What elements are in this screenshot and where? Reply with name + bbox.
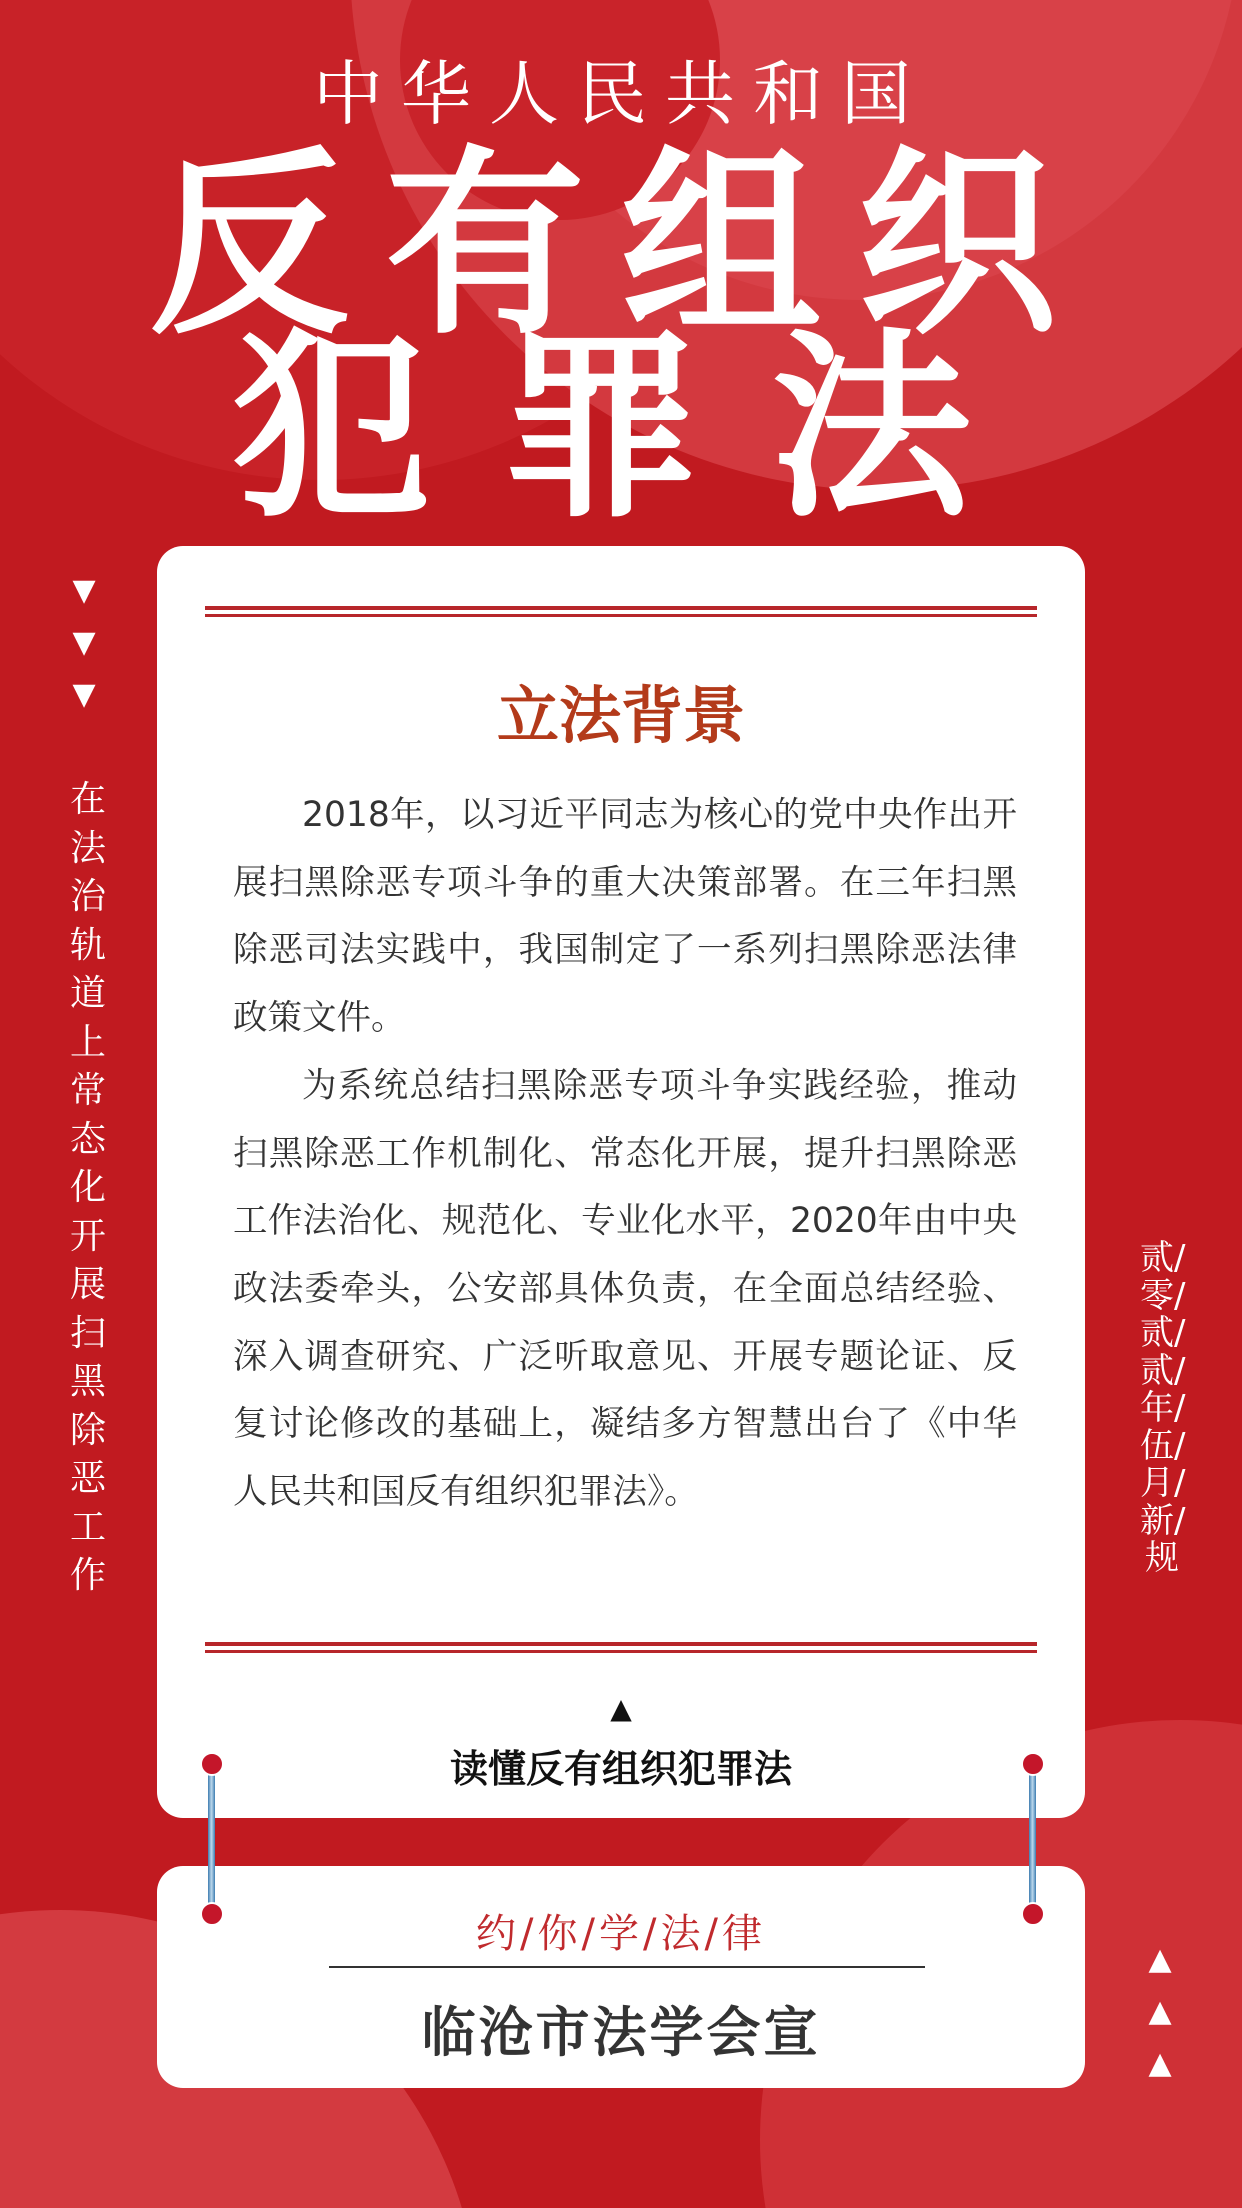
read-law-label: 读懂反有组织犯罪法 bbox=[449, 1746, 792, 1791]
organization-name: 临沧市法学会宣 bbox=[421, 2001, 821, 2064]
up-arrow-icon: ▲ bbox=[610, 1692, 632, 1725]
pin-icon bbox=[1021, 1752, 1045, 1776]
up-triangles-icon: ▲ ▲ ▲ bbox=[1148, 1942, 1172, 2081]
footer-card bbox=[157, 1866, 1085, 2088]
left-vertical-slogan: 在法治轨道上常态化开展扫黑除恶工作 bbox=[69, 779, 106, 1596]
paragraph-2: 为系统总结扫黑除恶专项斗争实践经验，推动扫黑除恶工作机制化、常态化开展，提升扫黑除恶工作法治化、规范化、专业化水平，2020年由中央政法委牵头，公安部具体负责，在全面总结经验、深入调查研究、广泛听取意见、开展专题论证、反复讨论修改的基础上，凝结多方智慧出台了《中华人民共和国反有组织犯罪法》。 bbox=[233, 1065, 1017, 1513]
law-title-line-2: 犯罪法 bbox=[230, 310, 1041, 545]
pin-icon bbox=[200, 1752, 224, 1776]
slogan: 约/你/学/法/律 bbox=[476, 1911, 766, 1957]
law-title-line-1: 反有组织 bbox=[148, 127, 1093, 362]
pin-icon bbox=[200, 1902, 224, 1926]
content-card bbox=[157, 546, 1085, 1818]
body-text bbox=[233, 782, 1017, 1527]
right-vertical-date: 贰/零/贰/贰/年/伍/月/新/规 bbox=[1140, 1238, 1186, 1578]
paragraph-1: 2018年，以习近平同志为核心的党中央作出开展扫黑除恶专项斗争的重大决策部署。在三年扫黑除恶司法实践中，我国制定了一系列扫黑除恶法律政策文件。 bbox=[233, 795, 1017, 1039]
right-connector-rod bbox=[1029, 1766, 1036, 1916]
section-title: 立法背景 bbox=[496, 679, 745, 752]
bottom-divider bbox=[205, 1642, 1037, 1653]
slogan-divider bbox=[329, 1966, 925, 1968]
left-connector-rod bbox=[208, 1766, 215, 1916]
top-divider bbox=[205, 606, 1037, 617]
law-country-subtitle: 中华人民共和国 bbox=[313, 53, 929, 135]
pin-icon bbox=[1021, 1902, 1045, 1926]
down-triangles-icon: ▼ ▼ ▼ bbox=[72, 573, 96, 712]
